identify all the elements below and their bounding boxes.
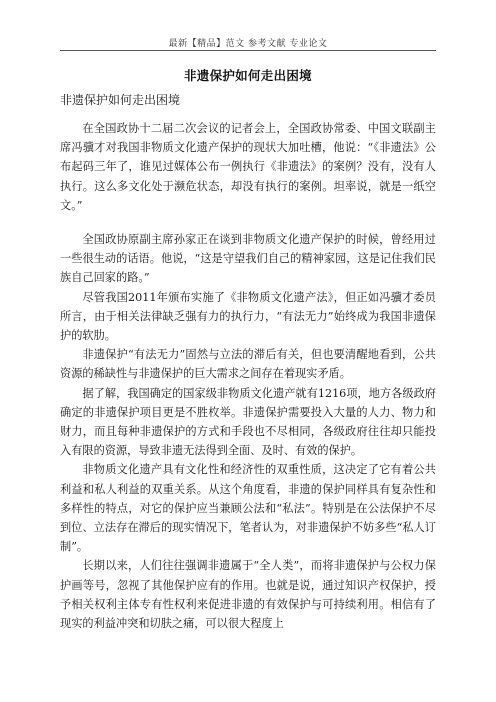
document-title: 非遗保护如何走出困境 (183, 68, 312, 83)
header-divider (60, 50, 436, 51)
paragraph: 全国政协原副主席孙家正在谈到非物质文化遗产保护的时候，曾经用过一些很生动的话语。他说，“这是守望我们自己的精神家园，这是记住我们民族自己回家的路。” (60, 233, 436, 285)
document-body (60, 119, 436, 633)
paragraph: 长期以来，人们往往强调非遗属于“全人类”，而将非遗保护与公权力保护画等号，忽视了其他保护应有的作用。也就是说，通过知识产权保护，授予相关权利主体专有性权利来促进非遗的有效保护与可持续利用。相信有了现实的利益冲突和切肤之痛，可以很大程度上 (60, 559, 436, 631)
page-header: 最新【精品】范文 参考文献 专业论文 (168, 39, 328, 49)
paragraph: 尽管我国2011年颁布实施了《非物质文化遗产法》，但正如冯骥才委员所言，由于相关法律缺乏强有力的执行力，“有法无力”始终成为我国非遗保护的软肋。 (60, 290, 436, 343)
paragraph: 据了解，我国确定的国家级非物质文化遗产就有1216项，地方各级政府确定的非遗保护项目更是不胜枚举。非遗保护需要投入大量的人力、物力和财力，而且每种非遗保护的方式和手段也不尽相同，各级政府往往却只能投入有限的资源，导致非遗无法得到全面、及时、有效的保护。 (60, 386, 436, 458)
paragraph: 在全国政协十二届二次会议的记者会上，全国政协常委、中国文联副主席冯骥才对我国非物质文化遗产保护的现状大加吐槽，他说：“《非遗法》公布起码三年了，谁见过媒体公布一例执行《非遗法》的案例？没有，没有人执行。这么多文化处于濒危状态，却没有执行的案例。坦率说，就是一纸空文。” (60, 122, 436, 212)
document-subtitle: 非遗保护如何走出困境 (60, 93, 181, 107)
paragraph: 非物质文化遗产具有文化性和经济性的双重性质，这决定了它有着公共利益和私人利益的双重关系。从这个角度看，非遗的保护同样具有复杂性和多样性的特点，对它的保护应当兼顾公法和“私法”。特别是在公法保护不尽到位、立法存在滞后的现实情况下，笔者认为，对非遗保护不妨多些“私人订制”。 (60, 463, 436, 554)
paragraph: 非遗保护“有法无力”固然与立法的滞后有关，但也要清醒地看到，公共资源的稀缺性与非遗保护的巨大需求之间存在着现实矛盾。 (60, 348, 436, 381)
